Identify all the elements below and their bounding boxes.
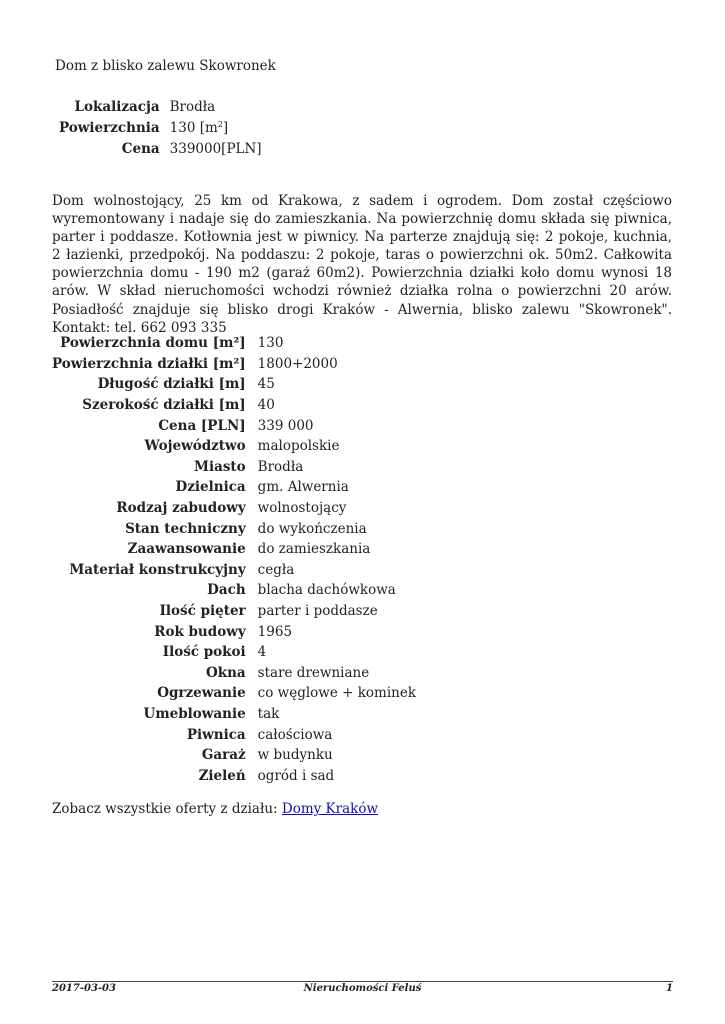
details-row bbox=[52, 663, 416, 684]
details-value: 130 bbox=[257, 335, 284, 352]
details-value: 1800+2000 bbox=[257, 355, 338, 372]
details-value: ogród i sad bbox=[257, 767, 335, 784]
page-number: 1 bbox=[666, 983, 673, 994]
details-row bbox=[52, 683, 416, 704]
details-value: w budynku bbox=[257, 747, 333, 764]
details-row bbox=[52, 560, 416, 581]
footer-company: Nieruchomości Feluś bbox=[303, 983, 422, 994]
details-key: Ilość pokoi bbox=[162, 644, 246, 661]
details-key: Ilość pięter bbox=[159, 603, 246, 620]
details-row bbox=[52, 601, 416, 622]
details-value: Brodła bbox=[257, 458, 304, 475]
details-key: Długość działki [m] bbox=[97, 376, 246, 393]
summary-key: Cena bbox=[121, 140, 160, 157]
details-key: Zaawansowanie bbox=[127, 541, 246, 558]
details-value: blacha dachówkowa bbox=[257, 582, 396, 599]
details-value: 40 bbox=[257, 397, 275, 414]
details-key: Szerokość działki [m] bbox=[82, 397, 246, 414]
details-key: Okna bbox=[205, 664, 246, 681]
details-row bbox=[52, 395, 416, 416]
summary-value bbox=[166, 118, 262, 139]
more-offers bbox=[52, 800, 378, 818]
summary-key: Powierzchnia bbox=[59, 120, 160, 137]
summary-row bbox=[55, 118, 262, 139]
details-row bbox=[52, 539, 416, 560]
footer-date: 2017-03-03 bbox=[52, 983, 116, 994]
details-row bbox=[52, 580, 416, 601]
summary-row bbox=[55, 97, 262, 118]
details-key: Stan techniczny bbox=[125, 520, 246, 537]
details-value: malopolskie bbox=[257, 438, 340, 455]
details-value: 45 bbox=[257, 376, 275, 393]
details-key: Umeblowanie bbox=[143, 705, 246, 722]
more-offers-text: Zobacz wszystkie oferty z działu: bbox=[52, 801, 282, 817]
details-key: Rok budowy bbox=[154, 623, 246, 640]
details-key: Miasto bbox=[194, 458, 246, 475]
details-key: Cena [PLN] bbox=[158, 417, 246, 434]
details-value: 339 000 bbox=[257, 417, 314, 434]
area-unit-close: ] bbox=[222, 120, 229, 137]
details-row bbox=[52, 354, 416, 375]
details-value: tak bbox=[257, 705, 280, 722]
details-key: Województwo bbox=[144, 438, 246, 455]
details-row bbox=[52, 457, 416, 478]
footer-divider bbox=[52, 981, 673, 982]
details-row bbox=[52, 745, 416, 766]
details-value: 4 bbox=[257, 644, 267, 661]
details-row bbox=[52, 436, 416, 457]
details-key: Piwnica bbox=[186, 726, 246, 743]
details-row bbox=[52, 415, 416, 436]
page-title: Dom z blisko zalewu Skowronek bbox=[55, 58, 276, 74]
category-link[interactable]: Domy Kraków bbox=[281, 801, 378, 817]
details-row bbox=[52, 704, 416, 725]
details-row bbox=[52, 621, 416, 642]
details-key: Zieleń bbox=[198, 767, 246, 784]
details-key: Powierzchnia działki [m²] bbox=[52, 355, 246, 372]
details-row bbox=[52, 333, 416, 354]
details-row bbox=[52, 724, 416, 745]
summary-row bbox=[55, 138, 262, 159]
details-row bbox=[52, 477, 416, 498]
details-value: gm. Alwernia bbox=[257, 479, 349, 496]
details-key: Ogrzewanie bbox=[157, 685, 246, 702]
details-key: Rodzaj zabudowy bbox=[116, 500, 246, 517]
details-row bbox=[52, 498, 416, 519]
details-table bbox=[52, 333, 416, 786]
summary-table bbox=[55, 97, 262, 159]
page-footer bbox=[52, 983, 673, 997]
summary-value: 339000[PLN] bbox=[169, 140, 262, 157]
details-value: wolnostojący bbox=[257, 500, 347, 517]
property-description: Dom wolnostojący, 25 km od Krakowa, z sadem i ogrodem. Dom został częściowo wyremontowany i nadaje się do zamieszkania. Na powierzchnię domu składa się piwnica, parter i poddasze. Kotłownia jest w piwnicy. Na parterze znajdują się: 2 pokoje, kuchnia, 2 łazienki, przedpokój. Na poddaszu: 2 pokoje, taras o powierzchni ok. 50m2. Całkowita powierzchnia domu - 190 m2 (garaż 60m2). Powierzchnia działki koło domu wynosi 18 arów. W skład nieruchomości wchodzi również działka rolna o powierzchni 20 arów. Posiadłość znajduje się blisko drogi Kraków - Alwernia, blisko zalewu "Skowronek". Kontakt: tel. 662 093 335 bbox=[52, 193, 672, 336]
area-unit-exponent: 2 bbox=[217, 120, 223, 130]
details-row bbox=[52, 765, 416, 786]
details-value: parter i poddasze bbox=[257, 603, 378, 620]
area-value: 130 [m bbox=[169, 120, 218, 137]
details-row bbox=[52, 518, 416, 539]
details-key: Garaż bbox=[201, 747, 246, 764]
details-value: co węglowe + kominek bbox=[257, 685, 417, 702]
details-value: stare drewniane bbox=[257, 664, 370, 681]
details-value: do zamieszkania bbox=[257, 541, 371, 558]
details-value: całościowa bbox=[257, 726, 333, 743]
details-key: Powierzchnia domu [m²] bbox=[60, 335, 246, 352]
details-key: Materiał konstrukcyjny bbox=[69, 561, 246, 578]
summary-value: Brodła bbox=[169, 99, 216, 116]
details-value: do wykończenia bbox=[257, 520, 367, 537]
details-value: cegła bbox=[257, 561, 295, 578]
summary-key: Lokalizacja bbox=[74, 99, 160, 116]
details-row bbox=[52, 374, 416, 395]
details-row bbox=[52, 642, 416, 663]
details-value: 1965 bbox=[257, 623, 293, 640]
details-key: Dzielnica bbox=[175, 479, 246, 496]
details-key: Dach bbox=[207, 582, 246, 599]
